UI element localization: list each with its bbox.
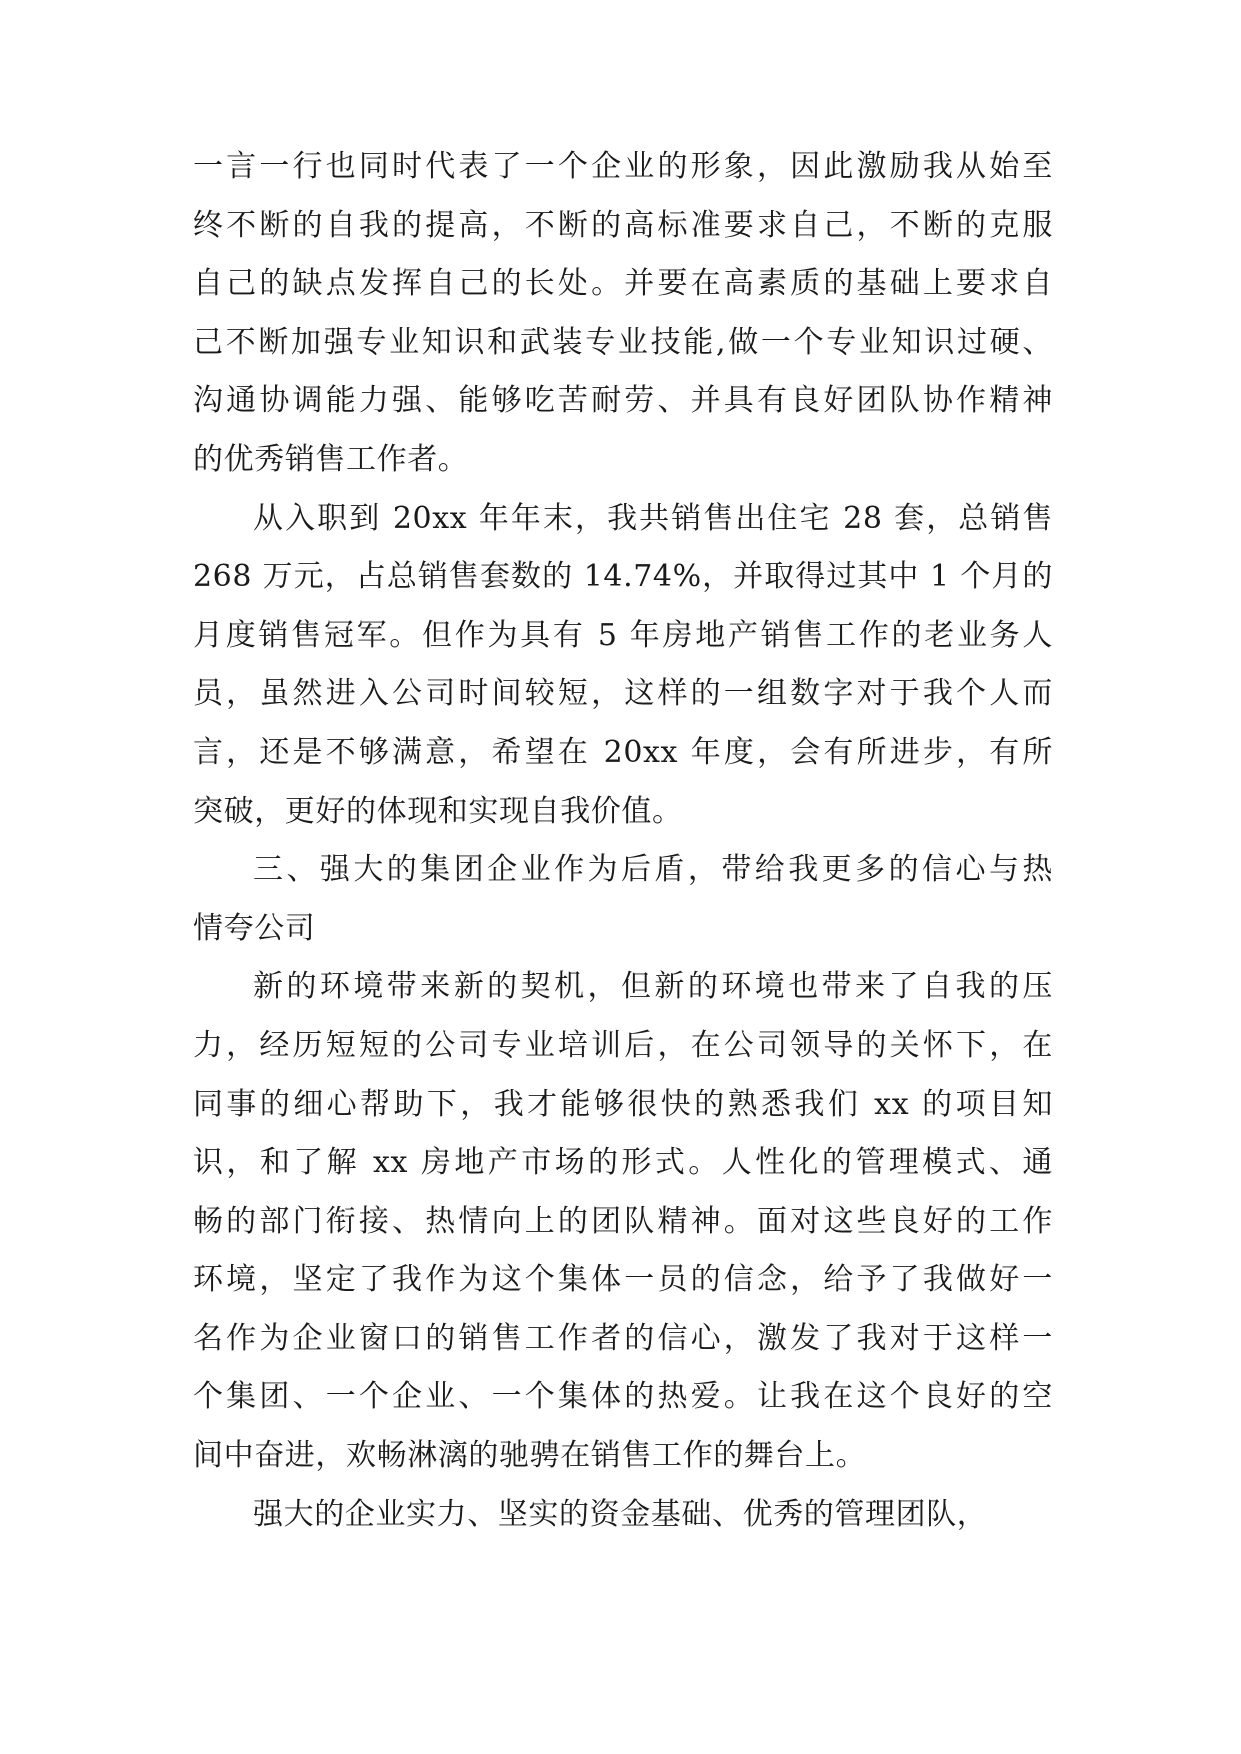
text-line: 力，经历短短的公司专业培训后，在公司领导的关怀下，在 xyxy=(193,1027,1053,1063)
section-heading-line: 情夸公司 xyxy=(193,910,316,946)
paragraph-first-line: 强大的企业实力、坚实的资金基础、优秀的管理团队， xyxy=(253,1496,988,1532)
body-text xyxy=(193,138,1053,1544)
text-line: 同事的细心帮助下，我才能够很快的熟悉我们 xx 的项目知 xyxy=(193,1086,1053,1122)
text-line: 个集团、一个企业、一个集体的热爱。让我在这个良好的空 xyxy=(193,1379,1053,1415)
text-line: 268 万元，占总销售套数的 14.74%，并取得过其中 1 个月的 xyxy=(193,559,1053,595)
section-heading-line: 三、强大的集团企业作为后盾，带给我更多的信心与热 xyxy=(253,852,1053,888)
text-line: 自己的缺点发挥自己的长处。并要在高素质的基础上要求自 xyxy=(193,266,1053,302)
text-line: 识，和了解 xx 房地产市场的形式。人性化的管理模式、通 xyxy=(193,1145,1053,1181)
text-line: 环境，坚定了我作为这个集体一员的信念，给予了我做好一 xyxy=(193,1262,1053,1298)
text-line: 畅的部门衔接、热情向上的团队精神。面对这些良好的工作 xyxy=(193,1203,1053,1239)
text-line: 己不断加强专业知识和武装专业技能,做一个专业知识过硬、 xyxy=(193,324,1053,360)
text-line: 月度销售冠军。但作为具有 5 年房地产销售工作的老业务人 xyxy=(193,617,1053,653)
text-line: 员，虽然进入公司时间较短，这样的一组数字对于我个人而 xyxy=(193,676,1053,712)
text-line: 终不断的自我的提高，不断的高标准要求自己，不断的克服 xyxy=(193,207,1053,243)
text-line: 的优秀销售工作者。 xyxy=(193,441,469,477)
paragraph-first-line: 新的环境带来新的契机，但新的环境也带来了自我的压 xyxy=(253,969,1053,1005)
text-line: 突破，更好的体现和实现自我价值。 xyxy=(193,793,683,829)
text-line: 一言一行也同时代表了一个企业的形象，因此激励我从始至 xyxy=(193,149,1053,184)
text-line: 间中奋进，欢畅淋漓的驰骋在销售工作的舞台上。 xyxy=(193,1438,867,1474)
text-line: 名作为企业窗口的销售工作者的信心，激发了我对于这样一 xyxy=(193,1320,1053,1356)
text-line: 言，还是不够满意，希望在 20xx 年度，会有所进步，有所 xyxy=(193,734,1053,770)
paragraph-first-line: 从入职到 20xx 年年末，我共销售出住宅 28 套，总销售 xyxy=(253,500,1053,536)
text-line: 沟通协调能力强、能够吃苦耐劳、并具有良好团队协作精神 xyxy=(193,383,1053,419)
